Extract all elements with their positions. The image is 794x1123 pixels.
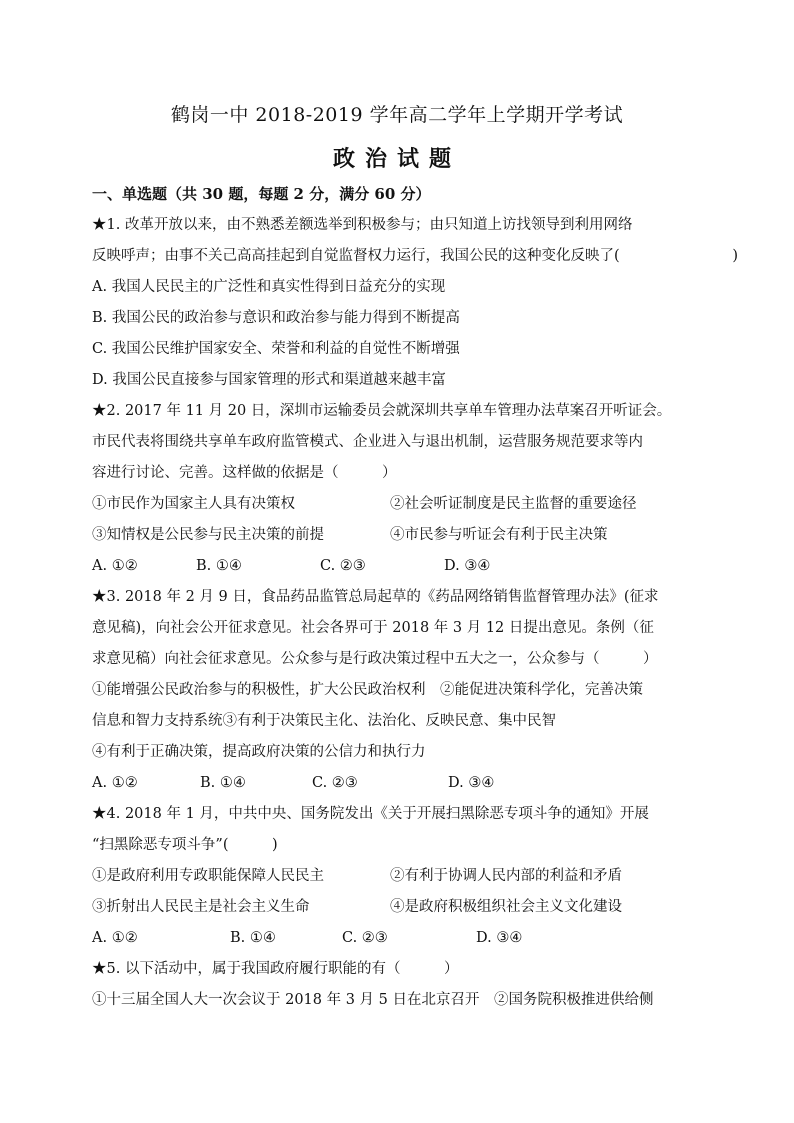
question-4-statement-1: ①是政府利用专政职能保障人民民主 bbox=[92, 868, 324, 884]
question-4-stem-line-1: ★4. 2018 年 1 月，中共中央、国务院发出《关于开展扫黑除恶专项斗争的通知》开展 bbox=[92, 806, 649, 822]
exam-title: 鹤岗一中 2018-2019 学年高二学年上学期开学考试 bbox=[170, 104, 624, 126]
question-3-stem-line-2: 意见稿)，向社会公开征求意见。社会各界可于 2018 年 3 月 12 日提出意见。条例（征 bbox=[92, 620, 654, 636]
question-1-option-b: B. 我国公民的政治参与意识和政治参与能力得到不断提高 bbox=[92, 310, 460, 326]
section-heading: 一、单选题（共 30 题，每题 2 分，满分 60 分） bbox=[92, 185, 431, 203]
question-2-statement-2: ②社会听证制度是民主监督的重要途径 bbox=[390, 496, 637, 512]
question-1-option-a: A. 我国人民民主的广泛性和真实性得到日益充分的实现 bbox=[92, 279, 446, 295]
question-4-option-a: A. ①② bbox=[92, 930, 138, 946]
question-3-statement-line-3: ④有利于正确决策，提高政府决策的公信力和执行力 bbox=[92, 744, 426, 760]
question-2-option-b: B. ①④ bbox=[196, 558, 242, 574]
question-3-option-d: D. ③④ bbox=[448, 775, 495, 791]
question-1-stem-line-1: ★1. 改革开放以来，由不熟悉差额选举到积极参与；由只知道上访找领导到利用网络 bbox=[92, 217, 633, 233]
question-list bbox=[92, 210, 738, 1016]
question-1-stem-text: 反映呼声；由事不关己高高挂起到自觉监督权力运行，我国公民的这种变化反映了( bbox=[92, 248, 620, 264]
question-4-option-d: D. ③④ bbox=[476, 930, 523, 946]
question-5-stem-line-1: ★5. 以下活动中，属于我国政府履行职能的有（ ） bbox=[92, 961, 459, 977]
question-4-statements-row-1 bbox=[92, 861, 732, 892]
question-3-option-c: C. ②③ bbox=[312, 775, 358, 791]
question-5-statement-line-1: ①十三届全国人大一次会议于 2018 年 3 月 5 日在北京召开 ②国务院积极推进供给侧 bbox=[92, 992, 654, 1008]
question-4-option-c: C. ②③ bbox=[342, 930, 388, 946]
question-4-options bbox=[92, 923, 732, 954]
question-4-stem-line-2: “扫黑除恶专项斗争”( ) bbox=[92, 837, 278, 853]
question-3-statement-line-2: 信息和智力支持系统③有利于决策民主化、法治化、反映民意、集中民智 bbox=[92, 713, 556, 729]
question-2-option-d: D. ③④ bbox=[444, 558, 491, 574]
question-2-statement-1: ①市民作为国家主人具有决策权 bbox=[92, 496, 295, 512]
question-2-statement-4: ④市民参与听证会有利于民主决策 bbox=[390, 527, 608, 543]
question-2-options bbox=[92, 551, 732, 582]
question-4-statements-row-2 bbox=[92, 892, 732, 923]
question-2-statement-3: ③知情权是公民参与民主决策的前提 bbox=[92, 527, 324, 543]
question-2-statements-row-2 bbox=[92, 520, 732, 551]
exam-subject-title: 政治试题 bbox=[332, 146, 461, 172]
question-3-option-a: A. ①② bbox=[92, 775, 138, 791]
question-2-option-c: C. ②③ bbox=[320, 558, 366, 574]
question-2-statements-row-1 bbox=[92, 489, 732, 520]
question-4-statement-4: ④是政府积极组织社会主义文化建设 bbox=[390, 899, 622, 915]
question-2-stem-line-1: ★2. 2017 年 11 月 20 日，深圳市运输委员会就深圳共享单车管理办法草案召开听证会。 bbox=[92, 403, 672, 419]
question-2-stem-line-2: 市民代表将围绕共享单车政府监管模式、企业进入与退出机制，运营服务规范要求等内 bbox=[92, 434, 643, 450]
question-4-statement-2: ②有利于协调人民内部的利益和矛盾 bbox=[390, 868, 622, 884]
question-3-stem-line-1: ★3. 2018 年 2 月 9 日，食品药品监管总局起草的《药品网络销售监督管理办法》(征求 bbox=[92, 589, 659, 605]
question-3-statement-line-1: ①能增强公民政治参与的积极性，扩大公民政治权利 ②能促进决策科学化，完善决策 bbox=[92, 682, 643, 698]
question-1-stem-line-2 bbox=[92, 241, 738, 272]
question-4-option-b: B. ①④ bbox=[230, 930, 276, 946]
question-4-statement-3: ③折射出人民民主是社会主义生命 bbox=[92, 899, 310, 915]
question-1-option-c: C. 我国公民维护国家安全、荣誉和利益的自觉性不断增强 bbox=[92, 341, 460, 357]
question-2-option-a: A. ①② bbox=[92, 558, 138, 574]
answer-blank-close: ) bbox=[732, 248, 738, 264]
question-3-stem-line-3: 求意见稿）向社会征求意见。公众参与是行政决策过程中五大之一，公众参与（ ） bbox=[92, 651, 658, 667]
question-2-stem-line-3: 容进行讨论、完善。这样做的依据是（ ） bbox=[92, 465, 397, 481]
question-1-option-d: D. 我国公民直接参与国家管理的形式和渠道越来越丰富 bbox=[92, 372, 446, 388]
question-3-options bbox=[92, 768, 732, 799]
question-3-option-b: B. ①④ bbox=[200, 775, 246, 791]
